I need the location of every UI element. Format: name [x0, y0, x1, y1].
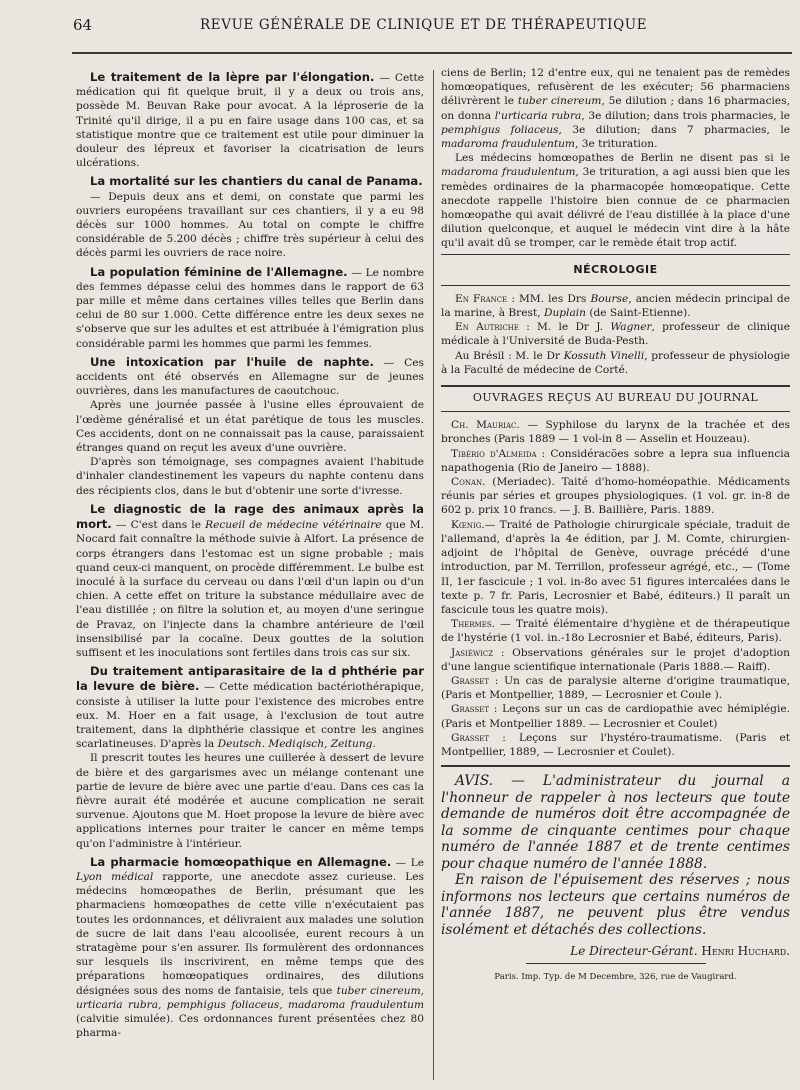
column-divider — [433, 70, 434, 1080]
header-rule — [72, 52, 792, 54]
journal-reference: Deutsch. Mediqisch, Zeitung — [217, 738, 373, 751]
journal-reference: Lyon médical — [76, 870, 154, 883]
page-number: 64 — [73, 16, 93, 34]
right-column — [441, 66, 790, 985]
book-entry: Tibério d'Almeida : Considéracões sobre a lepra sua influencia napathogenia (Rio de Janeiro — 1888). — [441, 447, 790, 474]
necrologie-heading: NÉCROLOGIE — [573, 262, 658, 276]
article-paragraph: Il prescrit toutes les heures une cuillerée à dessert de levure de bière et des gargarismes avec un mélange contenant une partie de levure de bière avec une partie d'eau. Dans ces cas la fièvre aurait été modérée et aucune complication ne serait survenue. Ajoutons que M. Hoet propose la levure de bière avec applications internes pour traiter le cancer en même temps qu'on l'administre à l'intérieur. — [76, 752, 424, 850]
article-body: — Ces accidents ont été observés en Allemagne sur de jeunes ouvrières, dans les manufactures de caoutchouc. — [76, 356, 424, 398]
article-population — [76, 265, 424, 351]
book-entry: Conan. (Meriadec). Taité d'homo-homéopathie. Médicaments réunis par séries et groupes physiologiques. (1 vol. gr. in-8 de 602 p. prix 10 francs. — J. B. Baillière, Paris. 1889. — [441, 476, 790, 517]
necrologie-list — [441, 292, 790, 377]
article-diphtherie — [76, 664, 424, 851]
avis-paragraph: AVIS. — L'administrateur du journal a l'honneur de rappeler à nos lecteurs que toute demande de numéros doit être accompagnée de la somme de cinquante centimes pour chaque numéro de l'année 1887 et de trente centimes pour chaque numéro de l'année 1888. — [441, 773, 790, 872]
necro-entry: En Autriche : M. le Dr J. Wagner, professeur de clinique médicale à l'Université de Buda-Pesth. — [441, 321, 790, 348]
article-lepre — [76, 70, 424, 170]
article-title: La pharmacie homœopathique en Allemagne. — [90, 854, 392, 869]
book-entry: Jasiéwicz : Observations générales sur le projet d'adoption d'une langue scientifique internationale (Paris 1888.— Raiff). — [441, 646, 790, 673]
article-body: — Depuis deux ans et demi, on constate que parmi les ouvriers européens travaillant sur ces chantiers, il y a eu 98 décès sur 1000 hommes. Au total on compte le chiffre considérable de 5.200 décès ; chiffre très supérieur à celui des décès parmi les ouvriers de race noire. — [76, 190, 424, 260]
section-rule — [441, 285, 790, 286]
necro-entry: Au Brésil : M. le Dr Kossuth Vinelli, professeur de physiologie à la Faculté de médecine de Corté. — [441, 349, 791, 376]
article-body: — Le — [395, 856, 425, 869]
article-pharmacie — [76, 855, 424, 1041]
imprint: Paris. Imp. Typ. de M Decembre, 326, rue de Vaugirard. — [494, 972, 737, 983]
ouvrages-list — [441, 418, 790, 759]
article-panama — [76, 174, 424, 260]
section-rule — [441, 385, 790, 387]
article-title: Du traitement antiparasitaire de la d phthérie par la levure de bière. — [76, 664, 424, 694]
journal-title: REVUE GÉNÉRALE DE CLINIQUE ET DE THÉRAPEUTIQUE — [200, 17, 648, 33]
left-column — [76, 70, 424, 1044]
article-title: La population féminine de l'Allemagne. — [90, 264, 348, 279]
running-header — [70, 16, 790, 38]
article-body: — Cette médication bactériothérapique, consiste à utiliser la lutte pour l'existence des microbes entre eux. M. Hoer en a fait usage, à l'exclusion de tout autre traitement, dans la diphthérie classique et contre les angines scarlatineuses. D'après la — [76, 681, 424, 751]
article-continuation: ciens de Berlin; 12 d'entre eux, qui ne tenaient pas de remèdes homœopatiques, refusèrent de les exécuter; 56 pharmaciens délivrèrent le tuber cinereum, 5e dilution ; dans 16 pharmacies, on donna l'urticaria rubra, 3e dilution; dans trois pharmacies, le pemphigus foliaceus, 3e dilution; dans 7 pharmacies, le madaroma fraudulentum, 3e trituration. — [441, 67, 791, 151]
article-body: que M. Nocard fait connaître la méthode suivie à Alfort. La présence de corps étrangers dans l'estomac est un signe probable ; mais quand ceux-ci manquent, on procède différemment. Le bulbe est inoculé à la surface du cerveau ou dans l'œil d'un lapin ou d'un chien. A cette effet on triture la substance médullaire avec de l'eau distillée ; on filtre la solution et, au moyen d'une seringue de Pravaz, on l'injecte dans la chambre antérieure de l'œil insensibilisé par la cocaïne. Deux gouttes de la solution suffisent et les inoculations sont fertiles dans trois cas sur six. — [76, 519, 425, 659]
article-body: rapporte, une anecdote assez curieuse. Les médecins homœopathes de Berlin, présumant que les pharmaciens homœopathes de cette ville n'exécutaient pas toutes les ordonnances, et délivraient aux malades une solution de sucre de lait dans l'eau alcoolisée, eurent recours à un stratagème pour s'en assurer. Ils formulèrent des ordonnances sur lesquels ils inscrivirent, en même temps que des préparations homœopatiques ordinaires, des dilutions désignées sous des noms de fantaisie, tels que — [76, 870, 424, 997]
article-paragraph: Les médecins homœopathes de Berlin ne disent pas si le madaroma fraudulentum, 3e trituration, a agi aussi bien que les remèdes ordinaires de la pharmacopée homœopatique. Cette anecdote rappelle l'histoire bien connue de ce pharmacien homœopathe qui avait délivré de l'eau distillée à la place d'une dilution quelconque, et auquel le médecin vint dire à la hâte qu'il avait dû se tromper, car le remède était trop actif. — [441, 152, 790, 250]
journal-reference: Recueil de médecine vétérinaire — [205, 519, 382, 532]
section-rule — [441, 254, 790, 255]
article-title: La mortalité sur les chantiers du canal de Panama. — [90, 174, 423, 189]
article-body: — Le nombre des femmes dépasse celui des hommes dans le rapport de 63 par mille et même dans certaines villes telles que Berlin dans celui de 80 sur 1.000. Cette différence entre les deux sexes ne s'observe que sur les adultes et est attribuée à l'émigration plus considérable parmi les hommes que parmi les femmes. — [76, 266, 424, 350]
book-entry: Kœnig.— Traité de Pathologie chirurgicale spéciale, traduit de l'allemand, d'après la 4e édition, par J. M. Comte, chirurgien-adjoint de l'hôpital de Genève, ouvrage précédé d'une introduction, par M. Terrillon, professeur agrégé, etc., — (Tome II, 1er fascicule ; 1 vol. in-8o avec 51 figures intercalées dans le texte p. 7 fr. Paris, Lecrosnier et Babé, éditeurs.) Il paraît un fascicule tous les quatre mois). — [441, 518, 790, 616]
article-rage — [76, 502, 424, 660]
article-body: — C'est dans le — [115, 519, 206, 532]
ouvrages-heading: OUVRAGES REÇUS AU BUREAU DU JOURNAL — [472, 391, 759, 405]
signature: Le Directeur-Gérant. Henri Huchard. — [570, 944, 790, 959]
article-title: Le traitement de la lèpre par l'élongation. — [90, 70, 375, 84]
article-title: Le diagnostic de la rage des animaux après la mort. — [76, 501, 424, 532]
book-entry: Ch. Mauriac. — Syphilose du larynx de la trachée et des bronches (Paris 1889 — 1 vol-in 8 — Asselin et Houzeau). — [441, 419, 790, 446]
article-naphte — [76, 355, 424, 498]
imprint-rule — [526, 963, 706, 964]
book-entry: Grasset : Leçons sur un cas de cardiopathie avec hémiplégie. (Paris et Montpellier 1889. — Lecrosnier et Coulet) — [441, 703, 790, 730]
avis-paragraph: En raison de l'épuisement des réserves ; nous informons nos lecteurs que certains numéros de l'année 1887, ne peuvent plus être vendus isolément et détachés des collections. — [441, 872, 790, 938]
article-body: (calvitie simulée). Ces ordonnances furent présentées chez 80 pharma- — [76, 1013, 424, 1040]
section-rule — [441, 765, 790, 767]
article-body: — Cette médication qui fit quelque bruit, il y a deux ou trois ans, possède M. Beuvan Rake pour avocat. A la léproserie de la Trinité qu'il dirige, il a pu en faire usage dans 100 cas, et sa statistique montre que ce traitement est utile pour diminuer la douleur des lépreux et favoriser la cicatrisation de leurs ulcérations. — [76, 72, 425, 170]
avis-notice — [441, 773, 790, 938]
book-entry: Thermes. — Traité élémentaire d'hygiène et de thérapeutique de l'hystérie (1 vol. in.-18o Lecrosnier et Babé, éditeurs, Paris). — [441, 618, 790, 645]
article-paragraph: Après une journée passée à l'usine elles éprouvaient de l'œdème généralisé et un état parétique de tous les muscles. Ces accidents, dont on ne connaissait pas la cause, paraissaient étranges quand on reçut les aveux d'une ouvrière. — [76, 399, 424, 455]
article-title: Une intoxication par l'huile de naphte. — [90, 354, 374, 369]
article-body: . — [372, 738, 376, 751]
book-entry: Grasset : Un cas de paralysie alterne d'origine traumatique, (Paris et Montpellier, 1889, — Lecrosnier et Coule ). — [441, 674, 790, 702]
necro-entry: En France : MM. les Drs Bourse, ancien médecin principal de la marine, à Brest, Duplain (de Saint-Etienne). — [441, 292, 790, 320]
article-paragraph: D'après son témoignage, ses compagnes avaient l'habitude d'inhaler clandestinement les vapeurs du naphte contenu dans des récipients clos, dans le but d'obtenir une sorte d'ivresse. — [76, 456, 424, 497]
book-entry: Grasset : Leçons sur l'hystéro-traumatisme. (Paris et Montpellier, 1889, — Lecrosnier et Coulet). — [441, 731, 790, 758]
section-rule — [441, 411, 790, 412]
fantasy-names: tuber cinereum, urticaria rubra, pemphigus foliaceus, madaroma fraudulentum — [76, 984, 425, 1011]
